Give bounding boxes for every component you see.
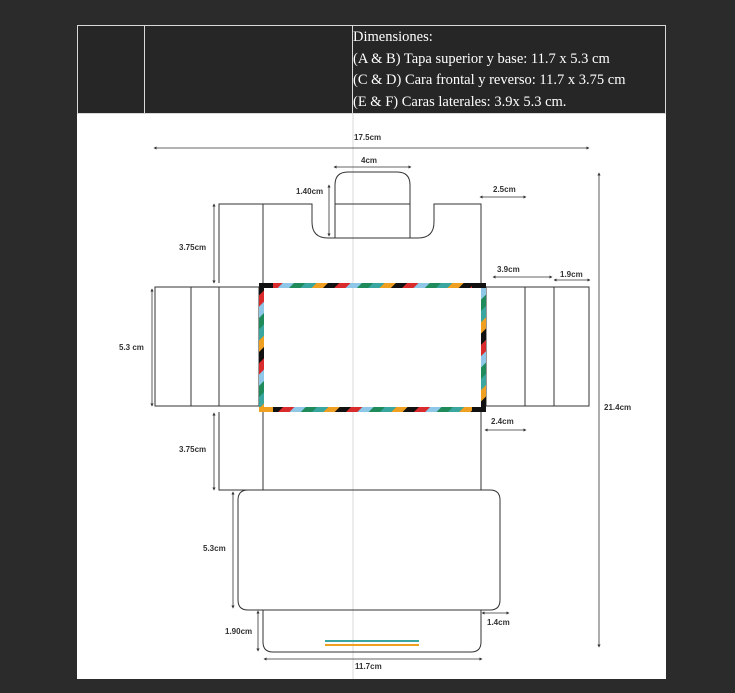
left-side-face bbox=[191, 287, 259, 406]
label-base-width: 11.7cm bbox=[355, 662, 382, 671]
top-tab bbox=[335, 172, 410, 238]
label-side-width: 3.9cm bbox=[497, 265, 520, 274]
label-side-flap: 1.9cm bbox=[560, 270, 583, 279]
label-front-height-bottom: 3.75cm bbox=[179, 445, 207, 454]
dimensions-line-ef: (E & F) Caras laterales: 3.9x 5.3 cm. bbox=[353, 93, 567, 110]
label-total-width: 17.5cm bbox=[354, 133, 382, 142]
label-tab-height: 1.40cm bbox=[296, 187, 324, 196]
right-outer-flap bbox=[554, 287, 589, 406]
dimensions-line-cd: (C & D) Cara frontal y reverso: 11.7 x 3.75 cm bbox=[353, 72, 626, 88]
top-panel bbox=[219, 204, 481, 283]
label-top-flap: 2.5cm bbox=[493, 185, 516, 194]
dimensions-title: Dimensiones: bbox=[353, 29, 433, 45]
striped-window-frame bbox=[259, 283, 486, 412]
frame-left bbox=[259, 283, 264, 412]
front-panel bbox=[219, 412, 481, 490]
label-bottom-flap-height: 1.90cm bbox=[225, 627, 253, 636]
base-panel bbox=[238, 490, 500, 610]
frame-right bbox=[481, 283, 486, 412]
frame-corner bbox=[259, 407, 273, 412]
label-front-height-top: 3.75cm bbox=[179, 243, 207, 252]
left-outer-flap bbox=[155, 287, 191, 406]
frame-corner bbox=[472, 407, 486, 412]
label-bottom-flap-width: 1.4cm bbox=[487, 618, 510, 627]
label-inner-flap: 2.4cm bbox=[491, 417, 514, 426]
frame-corner bbox=[472, 283, 486, 288]
right-side-face bbox=[486, 287, 554, 406]
label-total-height: 21.4cm bbox=[604, 403, 632, 412]
frame-corner bbox=[259, 283, 273, 288]
label-tab-width: 4cm bbox=[361, 156, 378, 165]
frame-bottom bbox=[259, 407, 486, 412]
label-base-height: 5.3cm bbox=[203, 544, 226, 553]
label-box-height: 5.3 cm bbox=[119, 343, 144, 352]
dimensions-line-ab: (A & B) Tapa superior y base: 11.7 x 5.3 cm bbox=[353, 50, 610, 67]
frame-top bbox=[259, 283, 486, 288]
